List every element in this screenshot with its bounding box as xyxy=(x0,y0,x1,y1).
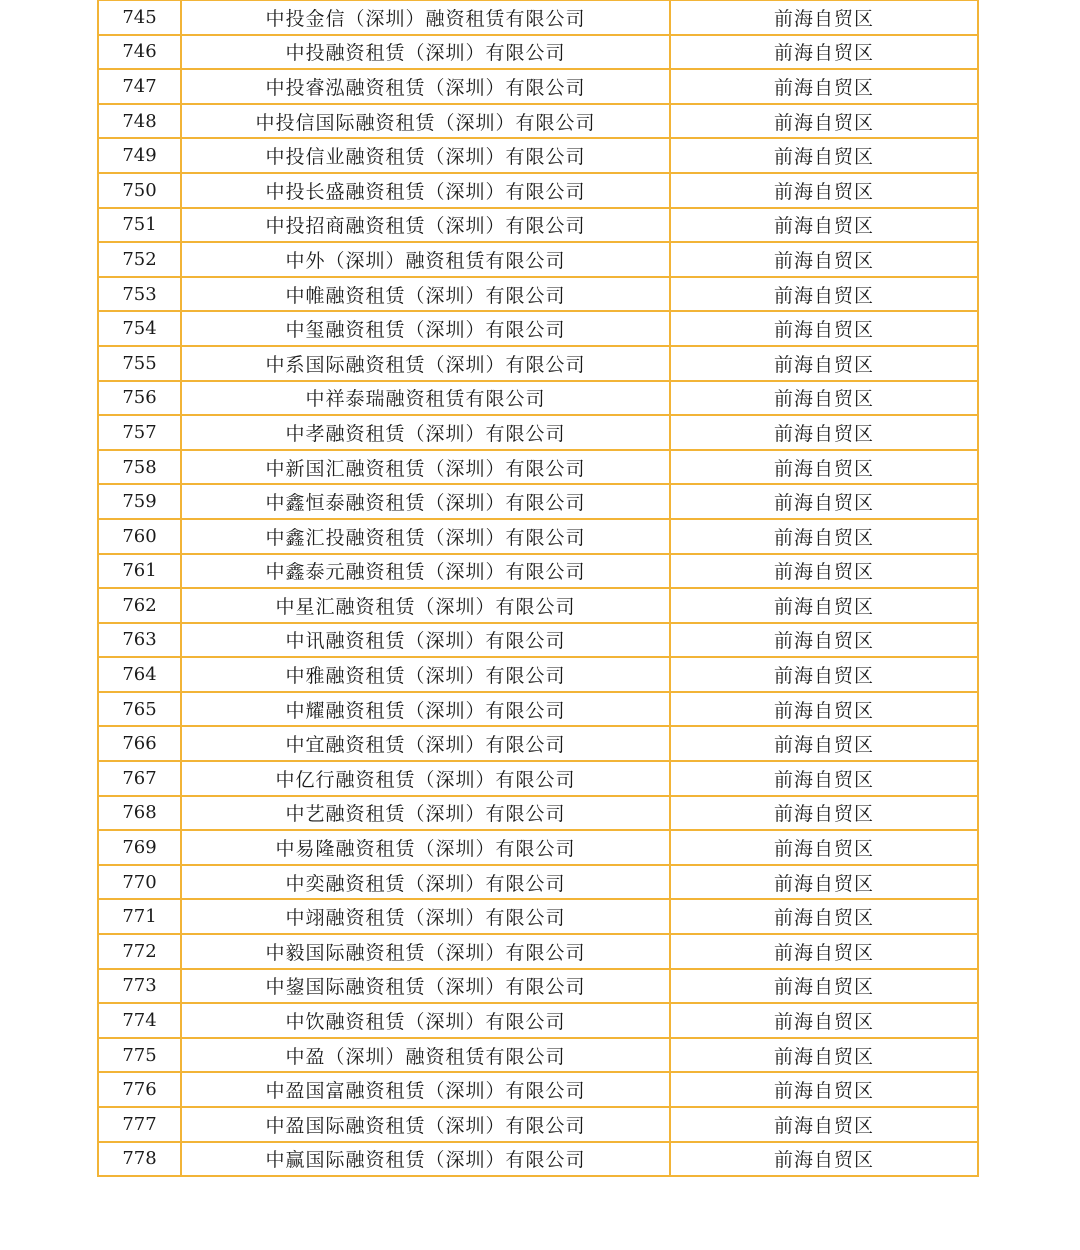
company-name: 中外（深圳）融资租赁有限公司 xyxy=(181,242,670,277)
district: 前海自贸区 xyxy=(670,69,978,104)
district: 前海自贸区 xyxy=(670,969,978,1004)
company-name: 中星汇融资租赁（深圳）有限公司 xyxy=(181,588,670,623)
district: 前海自贸区 xyxy=(670,242,978,277)
district: 前海自贸区 xyxy=(670,588,978,623)
table-row xyxy=(98,1107,978,1142)
company-name: 中翊融资租赁（深圳）有限公司 xyxy=(181,899,670,934)
row-number: 751 xyxy=(98,208,181,243)
table-row xyxy=(98,657,978,692)
company-name: 中饮融资租赁（深圳）有限公司 xyxy=(181,1003,670,1038)
company-name: 中奕融资租赁（深圳）有限公司 xyxy=(181,865,670,900)
district: 前海自贸区 xyxy=(670,899,978,934)
row-number: 750 xyxy=(98,173,181,208)
table-row xyxy=(98,969,978,1004)
table-row xyxy=(98,277,978,312)
table-row xyxy=(98,242,978,277)
table-row xyxy=(98,381,978,416)
table-row xyxy=(98,588,978,623)
row-number: 765 xyxy=(98,692,181,727)
company-name: 中毅国际融资租赁（深圳）有限公司 xyxy=(181,934,670,969)
district: 前海自贸区 xyxy=(670,138,978,173)
row-number: 763 xyxy=(98,623,181,658)
table-row xyxy=(98,519,978,554)
company-name: 中投信国际融资租赁（深圳）有限公司 xyxy=(181,104,670,139)
table-row xyxy=(98,796,978,831)
company-name: 中投长盛融资租赁（深圳）有限公司 xyxy=(181,173,670,208)
district: 前海自贸区 xyxy=(670,1072,978,1107)
row-number: 762 xyxy=(98,588,181,623)
company-table xyxy=(97,0,979,1177)
district: 前海自贸区 xyxy=(670,692,978,727)
district: 前海自贸区 xyxy=(670,208,978,243)
row-number: 772 xyxy=(98,934,181,969)
row-number: 773 xyxy=(98,969,181,1004)
row-number: 770 xyxy=(98,865,181,900)
row-number: 748 xyxy=(98,104,181,139)
table-row xyxy=(98,623,978,658)
row-number: 774 xyxy=(98,1003,181,1038)
company-name: 中宜融资租赁（深圳）有限公司 xyxy=(181,726,670,761)
company-name: 中鑫泰元融资租赁（深圳）有限公司 xyxy=(181,554,670,589)
company-name: 中祥泰瑞融资租赁有限公司 xyxy=(181,381,670,416)
company-name: 中易隆融资租赁（深圳）有限公司 xyxy=(181,830,670,865)
company-name: 中孝融资租赁（深圳）有限公司 xyxy=(181,415,670,450)
company-name: 中投招商融资租赁（深圳）有限公司 xyxy=(181,208,670,243)
district: 前海自贸区 xyxy=(670,35,978,70)
table-row xyxy=(98,484,978,519)
table-row xyxy=(98,346,978,381)
company-name: 中鑫恒泰融资租赁（深圳）有限公司 xyxy=(181,484,670,519)
row-number: 749 xyxy=(98,138,181,173)
table-row xyxy=(98,899,978,934)
table-row xyxy=(98,104,978,139)
row-number: 759 xyxy=(98,484,181,519)
district: 前海自贸区 xyxy=(670,381,978,416)
table-row xyxy=(98,554,978,589)
row-number: 776 xyxy=(98,1072,181,1107)
row-number: 769 xyxy=(98,830,181,865)
table-row xyxy=(98,415,978,450)
district: 前海自贸区 xyxy=(670,1,978,35)
row-number: 757 xyxy=(98,415,181,450)
company-name: 中投睿泓融资租赁（深圳）有限公司 xyxy=(181,69,670,104)
table-row xyxy=(98,311,978,346)
company-name: 中雅融资租赁（深圳）有限公司 xyxy=(181,657,670,692)
company-name: 中盈（深圳）融资租赁有限公司 xyxy=(181,1038,670,1073)
row-number: 778 xyxy=(98,1142,181,1177)
district: 前海自贸区 xyxy=(670,277,978,312)
company-name: 中盈国际融资租赁（深圳）有限公司 xyxy=(181,1107,670,1142)
company-name: 中系国际融资租赁（深圳）有限公司 xyxy=(181,346,670,381)
row-number: 766 xyxy=(98,726,181,761)
table-row xyxy=(98,1072,978,1107)
row-number: 753 xyxy=(98,277,181,312)
district: 前海自贸区 xyxy=(670,726,978,761)
row-number: 771 xyxy=(98,899,181,934)
district: 前海自贸区 xyxy=(670,830,978,865)
company-name: 中鋆国际融资租赁（深圳）有限公司 xyxy=(181,969,670,1004)
table-row xyxy=(98,1003,978,1038)
district: 前海自贸区 xyxy=(670,346,978,381)
company-name: 中投融资租赁（深圳）有限公司 xyxy=(181,35,670,70)
table-body xyxy=(98,1,978,1177)
row-number: 746 xyxy=(98,35,181,70)
table-row xyxy=(98,1038,978,1073)
row-number: 764 xyxy=(98,657,181,692)
row-number: 760 xyxy=(98,519,181,554)
district: 前海自贸区 xyxy=(670,173,978,208)
district: 前海自贸区 xyxy=(670,761,978,796)
row-number: 767 xyxy=(98,761,181,796)
table-row xyxy=(98,726,978,761)
company-name: 中玺融资租赁（深圳）有限公司 xyxy=(181,311,670,346)
table-row xyxy=(98,830,978,865)
row-number: 747 xyxy=(98,69,181,104)
table-row xyxy=(98,138,978,173)
table-row xyxy=(98,69,978,104)
district: 前海自贸区 xyxy=(670,1038,978,1073)
table-row xyxy=(98,450,978,485)
district: 前海自贸区 xyxy=(670,104,978,139)
table-row xyxy=(98,35,978,70)
district: 前海自贸区 xyxy=(670,1142,978,1177)
row-number: 777 xyxy=(98,1107,181,1142)
district: 前海自贸区 xyxy=(670,450,978,485)
row-number: 775 xyxy=(98,1038,181,1073)
district: 前海自贸区 xyxy=(670,554,978,589)
company-name: 中投金信（深圳）融资租赁有限公司 xyxy=(181,1,670,35)
company-name: 中讯融资租赁（深圳）有限公司 xyxy=(181,623,670,658)
table-row xyxy=(98,173,978,208)
company-name: 中艺融资租赁（深圳）有限公司 xyxy=(181,796,670,831)
row-number: 755 xyxy=(98,346,181,381)
company-name: 中新国汇融资租赁（深圳）有限公司 xyxy=(181,450,670,485)
row-number: 745 xyxy=(98,1,181,35)
district: 前海自贸区 xyxy=(670,796,978,831)
company-name: 中鑫汇投融资租赁（深圳）有限公司 xyxy=(181,519,670,554)
table-row xyxy=(98,865,978,900)
table-row xyxy=(98,692,978,727)
district: 前海自贸区 xyxy=(670,311,978,346)
row-number: 768 xyxy=(98,796,181,831)
district: 前海自贸区 xyxy=(670,1107,978,1142)
district: 前海自贸区 xyxy=(670,484,978,519)
district: 前海自贸区 xyxy=(670,519,978,554)
district: 前海自贸区 xyxy=(670,934,978,969)
table-row xyxy=(98,934,978,969)
district: 前海自贸区 xyxy=(670,623,978,658)
company-name: 中赢国际融资租赁（深圳）有限公司 xyxy=(181,1142,670,1177)
row-number: 758 xyxy=(98,450,181,485)
district: 前海自贸区 xyxy=(670,657,978,692)
row-number: 754 xyxy=(98,311,181,346)
district: 前海自贸区 xyxy=(670,1003,978,1038)
company-name: 中帷融资租赁（深圳）有限公司 xyxy=(181,277,670,312)
company-name: 中盈国富融资租赁（深圳）有限公司 xyxy=(181,1072,670,1107)
row-number: 761 xyxy=(98,554,181,589)
district: 前海自贸区 xyxy=(670,415,978,450)
table-row xyxy=(98,208,978,243)
company-name: 中亿行融资租赁（深圳）有限公司 xyxy=(181,761,670,796)
table-row xyxy=(98,1142,978,1177)
company-name: 中投信业融资租赁（深圳）有限公司 xyxy=(181,138,670,173)
district: 前海自贸区 xyxy=(670,865,978,900)
row-number: 756 xyxy=(98,381,181,416)
row-number: 752 xyxy=(98,242,181,277)
table-row xyxy=(98,1,978,35)
table-row xyxy=(98,761,978,796)
company-name: 中耀融资租赁（深圳）有限公司 xyxy=(181,692,670,727)
